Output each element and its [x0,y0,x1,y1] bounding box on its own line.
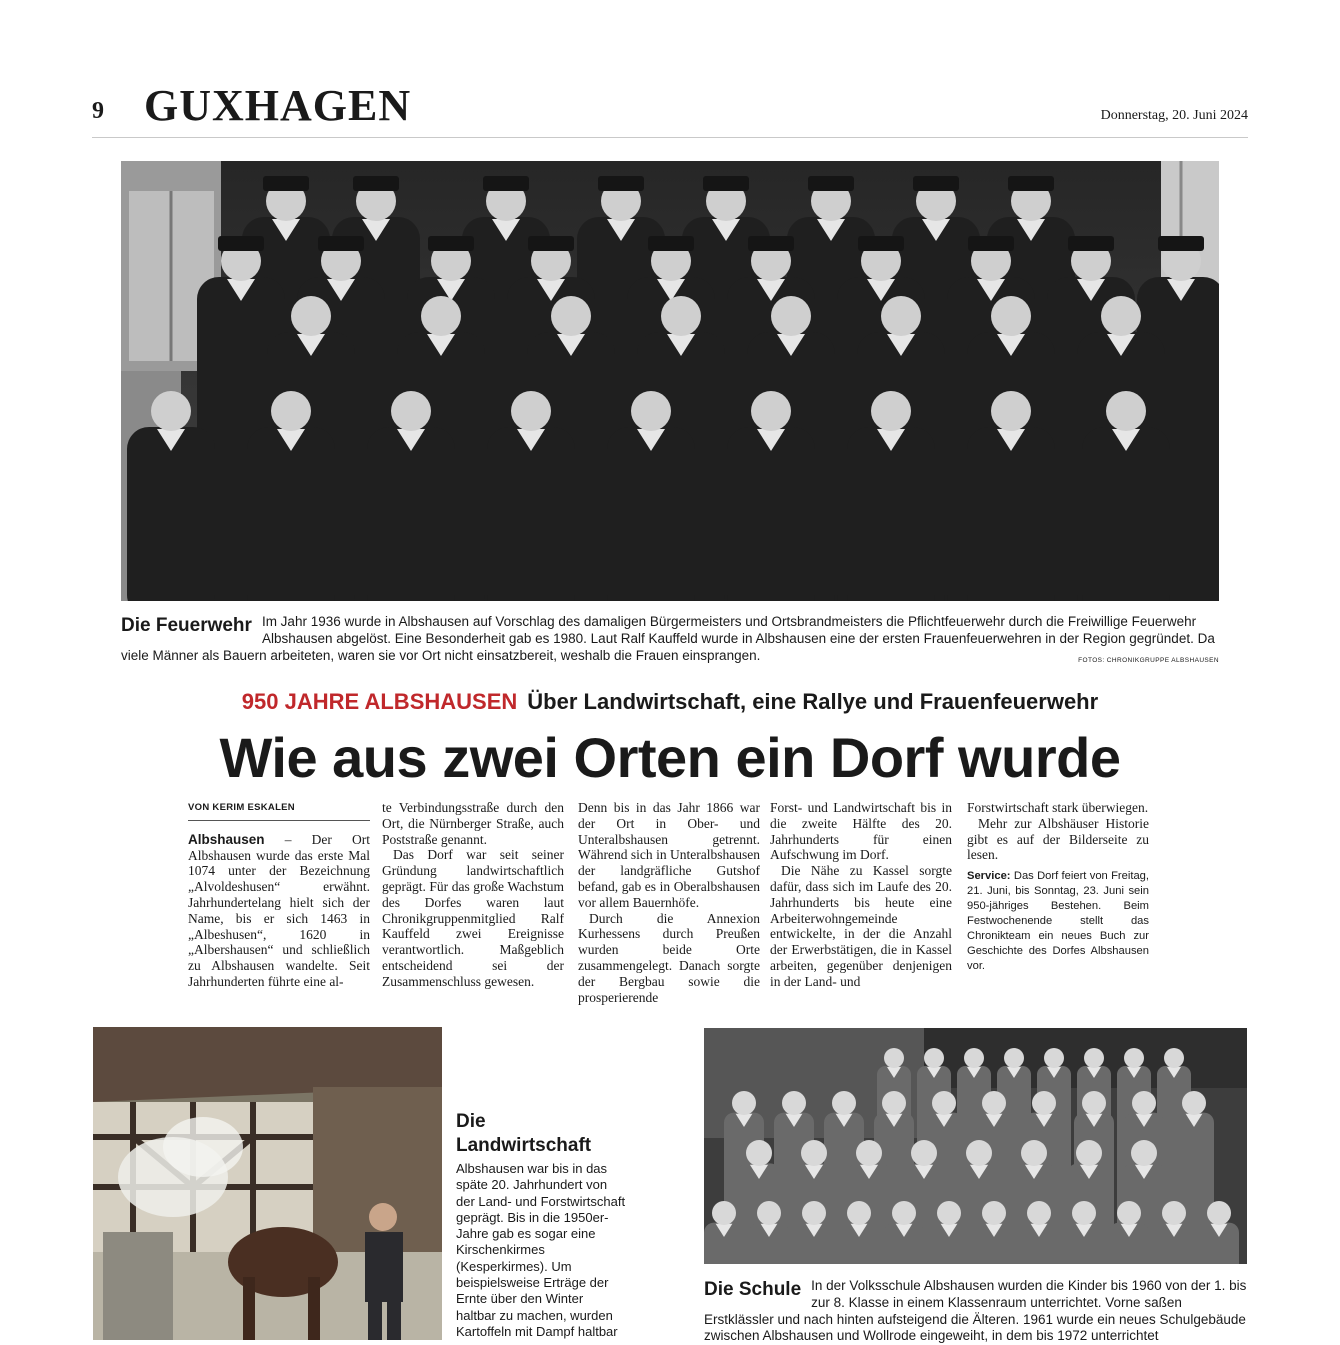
fire-brigade-photo [121,161,1219,601]
body-text: Das Dorf war seit seiner Gründung landwirtschaftlich geprägt. Für das große Wachstum des Dorfes waren laut Chronikgruppenmitglied Ralf Kauffeld zwei Ereignisse verantwortlich. Maßgeblich entscheidend sei der Zusammenschluss gewesen. [382,847,564,989]
article-column-2 [382,800,564,990]
caption-text: Im Jahr 1936 wurde in Albshausen auf Vorschlag des damaligen Bürgermeisters und Ortsbrandmeisters die Pflichtfeuerwehr durch die Freiwillige Feuerwehr Albshausen abgelöst. Eine Besonderheit gab es 1980. Laut Ralf Kauffeld wurde in Albshausen eine der ersten Frauenfeuerwehren in der Region gegründet. Da viele Männer als Bauern arbeiteten, waren sie vor Ort nicht einsatzbereit, weshalb die Frauen einsprangen. [121,614,1215,663]
article-column-4 [770,800,952,990]
issue-date: Donnerstag, 20. Juni 2024 [1100,108,1248,123]
school-class-photo [704,1028,1247,1264]
kicker-subline: Über Landwirtschaft, eine Rallye und Frauenfeuerwehr [527,689,1099,714]
body-text: Denn bis in das Jahr 1866 war der Ort in Ober- und Unteralbshausen getrennt. Während sich in Unteralbshausen der landgräfliche Gutshof befand, gab es in Oberalbshausen vor allem Bauernhöfe. [578,800,760,910]
photo-credit: FOTOS: CHRONIKGRUPPE ALBSHAUSEN [1078,657,1219,664]
body-text: te Verbindungsstraße durch den Ort, die Nürnberger Straße, auch Poststraße genannt. [382,800,564,847]
article-column-5 [967,800,1149,974]
body-text: Durch die Annexion Kurhessens durch Preußen wurden beide Orte zusammengelegt. Danach sorgte der Bergbau sowie die prosperierende [578,910,760,1005]
byline: VON KERIM ESKALEN [188,800,370,821]
kicker-topic: 950 JAHRE ALBSHAUSEN [241,689,518,714]
farm-title [456,1110,591,1158]
article-column-1 [188,800,370,990]
service-box [967,869,1149,974]
body-text: Mehr zur Albshäuser Historie gibt es auf der Bilderseite zu lesen. [967,815,1149,863]
school-caption [704,1278,1247,1345]
article-column-3 [578,800,760,1005]
farm-title-line-1: Die [456,1111,486,1132]
dateline: Albshausen [188,831,265,847]
fire-brigade-caption [121,613,1219,669]
service-label: Service: [967,870,1011,883]
service-text: Das Dorf feiert von Freitag, 21. Juni, bis Sonntag, 23. Juni sein 950-jähriges Bestehen. Beim Festwochenende stellt das Chronikteam ein neues Buch zur Geschichte des Dorfes Albshausen vor. [967,870,1149,973]
farm-caption-text: Albshausen war bis in das späte 20. Jahrhundert von der Land- und Forstwirtschaft geprägt. Bis in die 1950er-Jahre gab es sogar eine Kirschenkirmes (Kesperkirmes). Um beispielsweise Erträge der Ernte über den Winter haltbar zu machen, wurden Kartoffeln mit Dampf haltbar [456,1161,626,1339]
body-text: Die Nähe zu Kassel sorgte dafür, dass sich im Laufe des 20. Jahrhunderts bis heute eine Arbeiterwohngemeinde entwickelte, in der die Anzahl der Erwerbstätigen, die in Kassel arbeiten, gegenüber denjenigen in der Land- und [770,863,952,989]
headline: Wie aus zwei Orten ein Dorf wurde [219,726,1121,789]
farm-title-line-2: Landwirtschaft [456,1135,592,1156]
section-title: GUXHAGEN [144,81,412,130]
header-divider [92,137,1248,138]
caption-lead: Die Feuerwehr [121,615,252,636]
farm-photo [93,1027,442,1340]
caption-text: In der Volksschule Albshausen wurden die Kinder bis 1960 von der 1. bis zur 8. Klasse in einem Klassenraum unterrichtet. Vorne saßen Erstklässler und nach hinten aufsteigend die Älteren. 1961 wurde ein neues Schulgebäude zwischen Albshausen und Wollrode eingeweiht, in dem bis 1972 unterrichtet [704,1278,1247,1344]
page-number: 9 [92,98,104,124]
body-text: Forstwirtschaft stark überwiegen. [967,800,1149,815]
kicker [0,689,1340,715]
caption-lead: Die Schule [704,1279,802,1300]
body-text: Forst- und Landwirtschaft bis in die zweite Hälfte des 20. Jahrhunderts für einen Aufschwung im Dorf. [770,800,952,863]
body-text: – Der Ort Albshausen wurde das erste Mal 1074 unter der Bezeichnung „Alvoldeshusen“ erwähnt. Jahrhundertelang hielt sich der Name, bis er sich 1463 in „Albeshusen“, 1620 in „Albershausen“ und schließlich zu Albshausen wandelte. Seit Jahrhunderten führte eine al- [188,831,371,989]
